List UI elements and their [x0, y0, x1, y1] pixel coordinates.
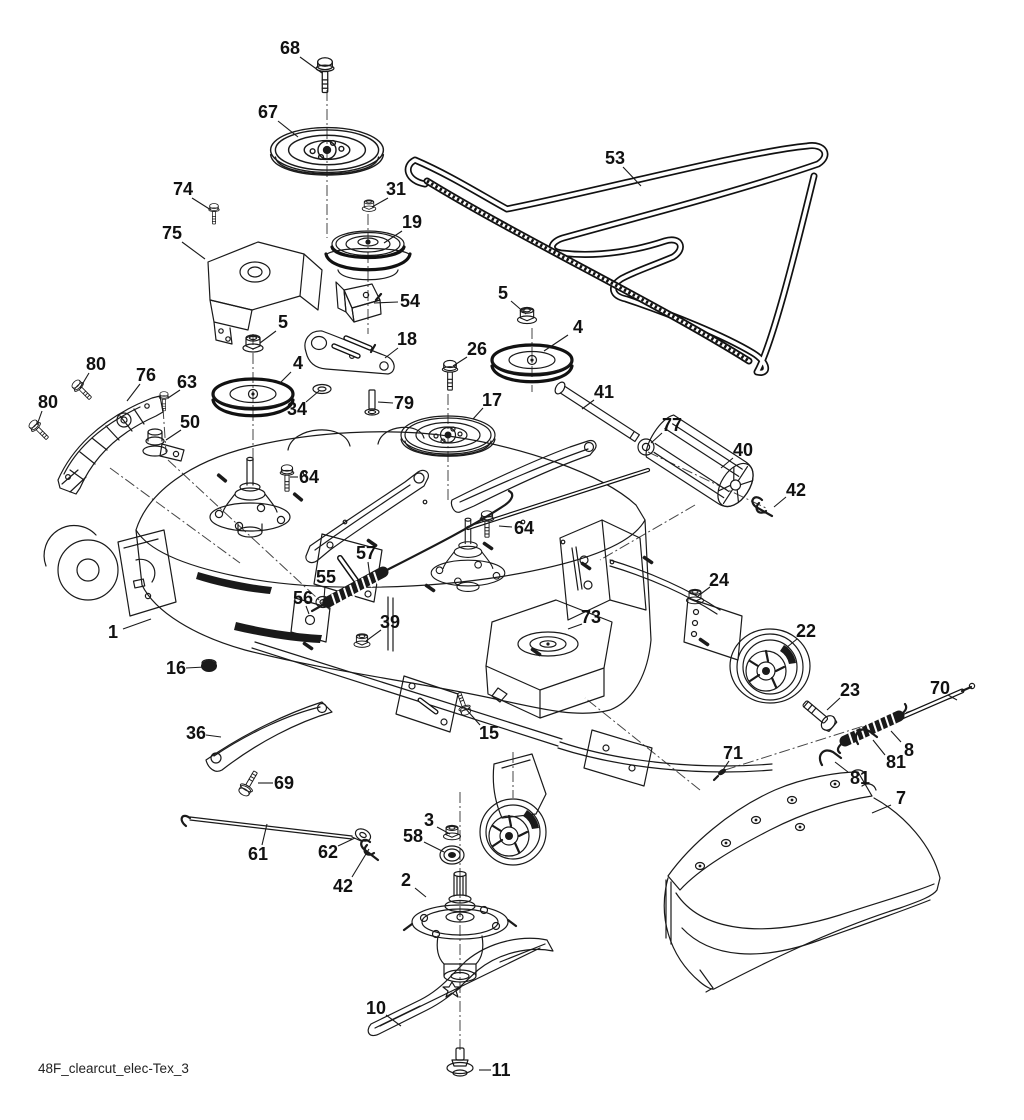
part-42-clip-right: [752, 497, 772, 516]
part-74-screw: [209, 204, 220, 224]
leader-line-73: [568, 624, 582, 629]
part-label-62: 62: [317, 842, 339, 862]
part-8-spring: [838, 704, 906, 753]
spindle-mount-left: [210, 457, 290, 537]
part-label-56: 56: [292, 588, 314, 608]
part-18-brake-arm-plate: [305, 331, 394, 374]
part-80-bolt-upper: [70, 378, 95, 403]
part-75-guard: [208, 242, 322, 344]
leader-line-81: [873, 740, 885, 755]
part-label-3: 3: [423, 810, 435, 830]
part-label-70: 70: [929, 678, 951, 698]
part-label-71: 71: [722, 743, 744, 763]
part-34-washer: [313, 385, 331, 394]
part-label-26: 26: [466, 339, 488, 359]
leader-line-54: [374, 302, 398, 303]
part-label-7: 7: [895, 788, 907, 808]
leader-line-42: [774, 497, 786, 507]
part-79-shoulder-bolt: [365, 390, 379, 415]
left-gauge-wheel: [44, 526, 176, 616]
part-label-36: 36: [185, 723, 207, 743]
part-71-pin: [714, 767, 727, 780]
part-label-39: 39: [379, 612, 401, 632]
part-80-bolt-lower: [27, 418, 52, 443]
part-label-73: 73: [580, 607, 602, 627]
part-label-31: 31: [385, 179, 407, 199]
part-5-flange-nut-right: [518, 307, 537, 323]
part-3-nut: [444, 825, 461, 839]
part-label-17: 17: [481, 390, 503, 410]
part-label-16: 16: [165, 658, 187, 678]
leader-line-1: [123, 619, 151, 629]
part-81-clip-lower: [820, 750, 841, 765]
part-64-bolt-upper: [280, 465, 294, 491]
part-label-64: 64: [513, 518, 535, 538]
leader-line-62: [338, 838, 355, 846]
part-label-80: 80: [85, 354, 107, 374]
part-label-11: 11: [491, 1060, 511, 1080]
part-76-reinforcement-strip: [58, 396, 163, 494]
part-58-bearing: [440, 846, 464, 864]
part-label-77: 77: [661, 415, 683, 435]
part-label-24: 24: [708, 570, 730, 590]
part-label-54: 54: [399, 291, 421, 311]
part-39-nut: [354, 634, 370, 648]
part-label-8: 8: [903, 740, 915, 760]
leader-line-64: [499, 526, 512, 527]
part-label-19: 19: [401, 212, 423, 232]
part-label-55: 55: [315, 567, 337, 587]
part-label-67: 67: [257, 102, 279, 122]
leader-line-34: [306, 391, 319, 402]
part-label-75: 75: [161, 223, 183, 243]
part-61-rod: [182, 816, 361, 841]
part-label-61: 61: [247, 844, 269, 864]
leader-line-31: [372, 198, 388, 207]
leader-line-80: [80, 373, 89, 388]
part-label-69: 69: [273, 773, 295, 793]
part-label-4: 4: [292, 353, 304, 373]
part-label-81: 81: [885, 752, 907, 772]
part-label-10: 10: [365, 998, 387, 1018]
part-50-latch-knob: [143, 429, 184, 461]
part-label-79: 79: [393, 393, 415, 413]
part-label-34: 34: [286, 399, 308, 419]
rear-gauge-wheel: [480, 799, 546, 865]
leader-line-23: [827, 698, 840, 710]
part-11-blade-bolt: [447, 1048, 473, 1076]
leader-line-4: [280, 372, 291, 383]
leader-line-58: [424, 842, 444, 852]
leader-line-81: [835, 762, 848, 772]
part-label-23: 23: [839, 680, 861, 700]
leader-line-42: [352, 849, 369, 877]
part-label-5: 5: [277, 312, 289, 332]
leader-line-8: [891, 731, 901, 742]
leader-line-75: [182, 242, 205, 259]
part-40-roller: [641, 411, 761, 513]
drawing-code: 48F_clearcut_elec-Tex_3: [38, 1061, 189, 1076]
rear-lift-bar: [252, 642, 772, 786]
leader-line-61: [262, 824, 267, 845]
part-label-41: 41: [593, 382, 615, 402]
leader-line-36: [206, 735, 221, 737]
part-label-2: 2: [400, 870, 412, 890]
part-label-63: 63: [176, 372, 198, 392]
part-10-blade: [365, 938, 553, 1035]
support-tower: [560, 520, 646, 620]
part-label-81: 81: [849, 768, 871, 788]
part-label-57: 57: [355, 543, 377, 563]
part-label-53: 53: [604, 148, 626, 168]
part-16-nut: [201, 660, 217, 672]
part-label-18: 18: [396, 329, 418, 349]
part-label-1: 1: [107, 622, 119, 642]
part-label-64: 64: [298, 467, 320, 487]
part-label-15: 15: [478, 723, 500, 743]
part-label-42: 42: [332, 876, 354, 896]
part-label-74: 74: [172, 179, 194, 199]
leader-line-18: [385, 348, 398, 358]
leader-line-2: [415, 888, 426, 897]
part-label-68: 68: [279, 38, 301, 58]
part-23-shoulder-bolt: [799, 697, 838, 733]
rear-wheel-bracket: [493, 754, 546, 818]
part-label-40: 40: [732, 440, 754, 460]
part-24-nut: [687, 589, 704, 603]
part-label-50: 50: [179, 412, 201, 432]
part-label-4: 4: [572, 317, 584, 337]
leader-line-7: [872, 805, 891, 813]
part-label-42: 42: [785, 480, 807, 500]
leader-line-5: [260, 331, 276, 343]
part-label-76: 76: [135, 365, 157, 385]
part-69-bolt: [237, 769, 262, 799]
part-36-support-arm: [206, 702, 332, 771]
leader-line-76: [127, 384, 140, 401]
part-label-5: 5: [497, 283, 509, 303]
leader-line-67: [278, 121, 298, 137]
leader-line-39: [366, 630, 381, 641]
part-label-58: 58: [402, 826, 424, 846]
part-label-22: 22: [795, 621, 817, 641]
leader-line-74: [192, 198, 211, 210]
part-68-bolt: [316, 58, 334, 93]
part-label-80: 80: [37, 392, 59, 412]
leader-line-79: [378, 402, 393, 403]
part-54-bracket: [336, 282, 381, 322]
leader-line-50: [166, 430, 181, 440]
